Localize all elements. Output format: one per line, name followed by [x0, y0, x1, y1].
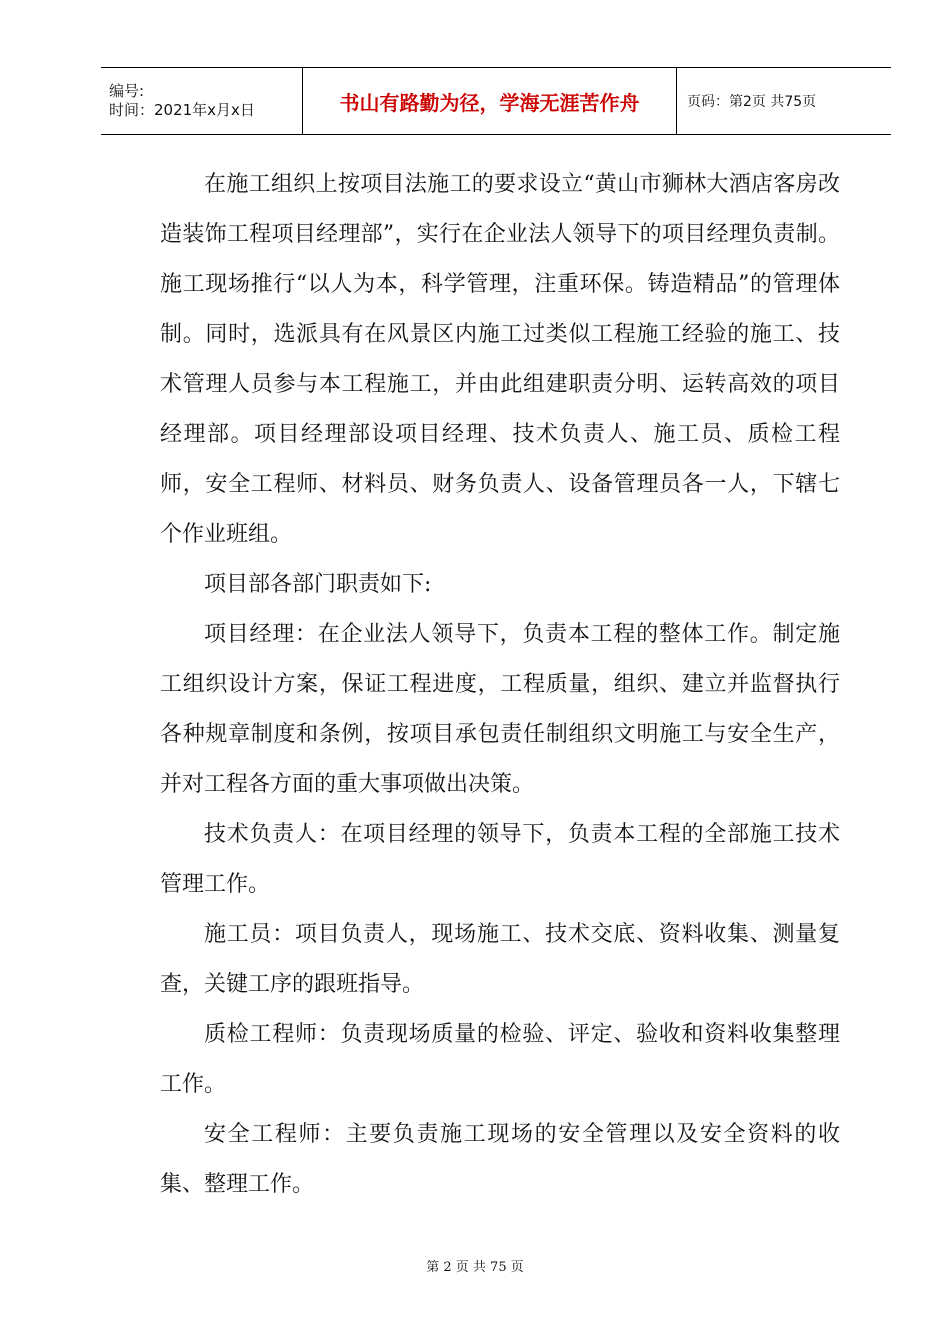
paragraph-technical-lead: 技术负责人：在项目经理的领导下，负责本工程的全部施工技术管理工作。 [160, 822, 840, 897]
paragraph-duties-heading: 项目部各部门职责如下: [204, 572, 432, 597]
header-motto: 书山有路勤为径，学海无涯苦作舟 [303, 68, 677, 134]
paragraph-construction-worker: 施工员：项目负责人，现场施工、技术交底、资料收集、测量复查，关键工序的跟班指导。 [160, 922, 840, 997]
header-page-info: 页码：第2页 共75页 [687, 94, 817, 110]
document-body [160, 160, 840, 1210]
paragraph-safety-engineer: 安全工程师：主要负责施工现场的安全管理以及安全资料的收集、整理工作。 [160, 1122, 840, 1197]
time-label: 时间：2021年x月x日 [109, 101, 255, 119]
header-meta [101, 68, 303, 134]
page-header [101, 67, 891, 135]
paragraph-project-manager: 项目经理：在企业法人领导下，负责本工程的整体工作。制定施工组织设计方案，保证工程进度，工程质量，组织、建立并监督执行各种规章制度和条例，按项目承包责任制组织文明施工与安全生产，并对工程各方面的重大事项做出决策。 [160, 622, 840, 797]
paragraph-quality-engineer: 质检工程师：负责现场质量的检验、评定、验收和资料收集整理工作。 [160, 1022, 840, 1097]
page-footer: 第 2 页 共 75 页 [426, 1260, 524, 1275]
paragraph-intro: 在施工组织上按项目法施工的要求设立“黄山市狮林大酒店客房改造装饰工程项目经理部”，实行在企业法人领导下的项目经理负责制。施工现场推行“以人为本，科学管理，注重环保。铸造精品”的管理体制。同时，选派具有在风景区内施工过类似工程施工经验的施工、技术管理人员参与本工程施工，并由此组建职责分明、运转高效的项目经理部。项目经理部设项目经理、技术负责人、施工员、质检工程师，安全工程师、材料员、财务负责人、设备管理员各一人，下辖七个作业班组。 [160, 172, 840, 547]
number-label: 编号: [109, 82, 145, 100]
